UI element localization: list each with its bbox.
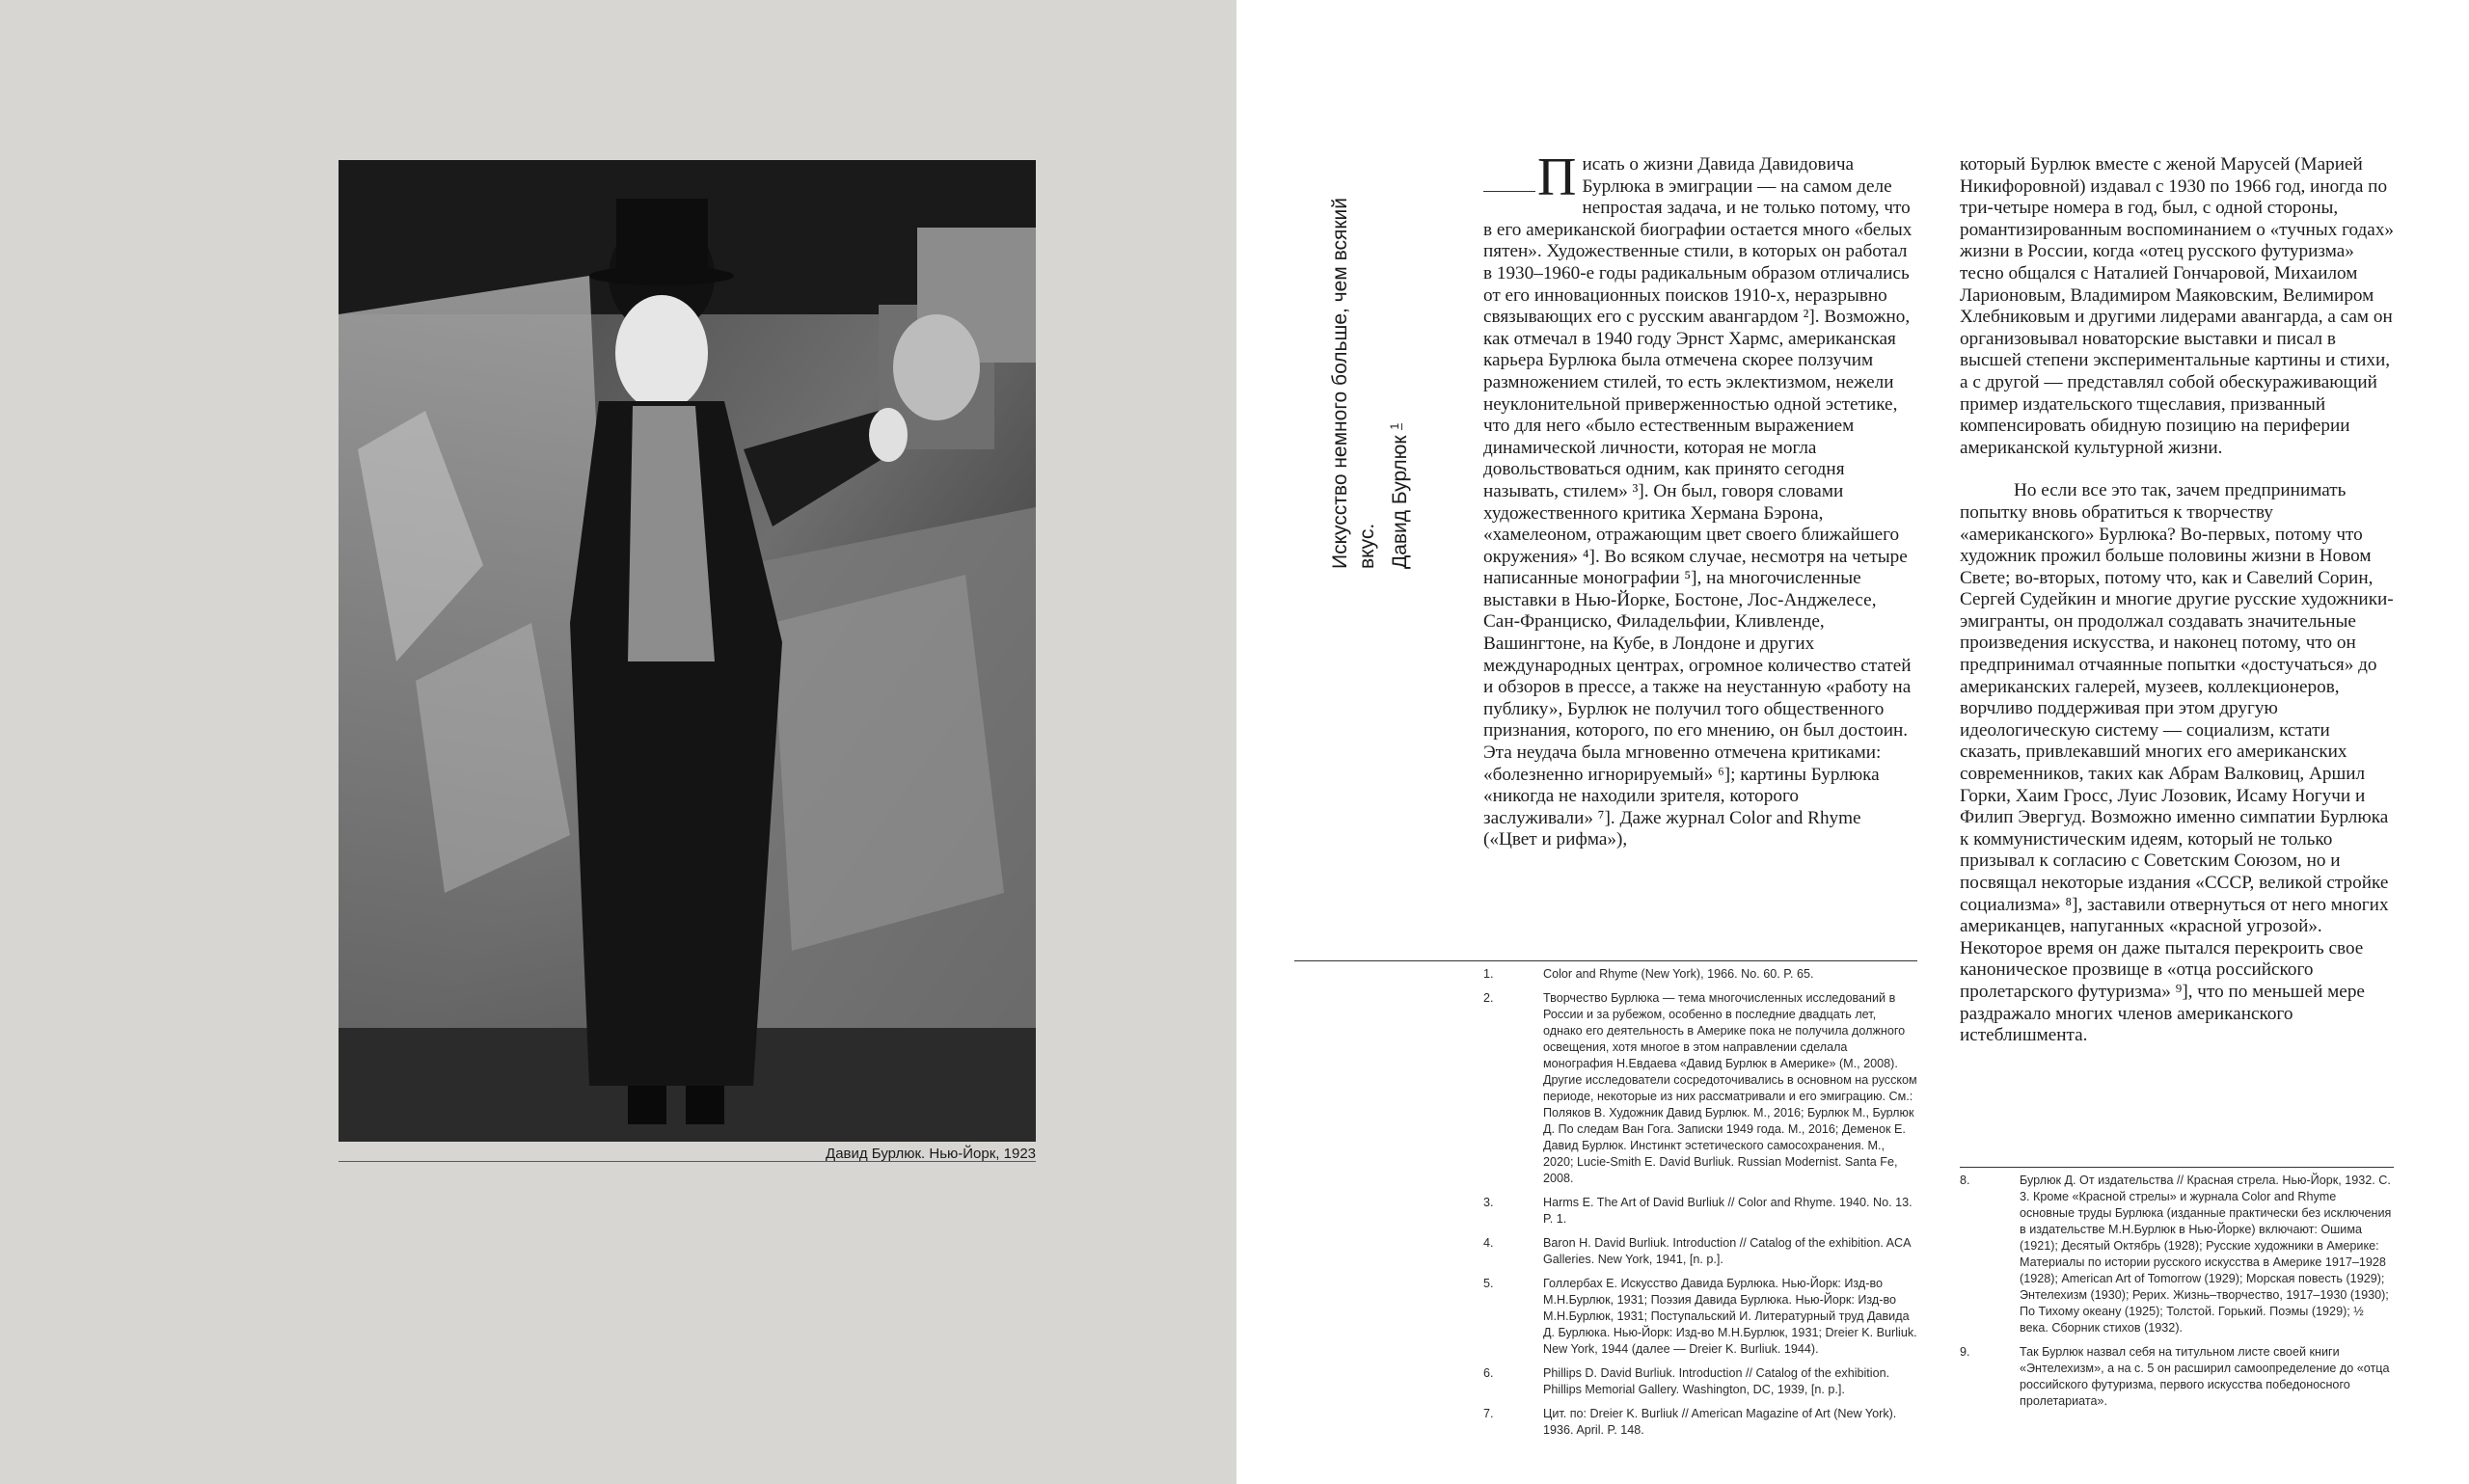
footnote-7: 7. Цит. по: Dreier K. Burliuk // American Magazine of Art (New York). 1936. April. P. 148.	[1483, 1407, 1897, 1437]
epigraph-author: Давид Бурлюк	[1389, 435, 1411, 569]
paragraph-1-text: исать о жизни Давида Давидовича Бурлюка в эмиграции — на самом деле непростая задача, и не только потому, что в его американской биографии остается много «белых пятен». Художественные стили, в которых он работал в 1930–1960-е годы радикальным образом отличались от его инновационных поисков 1910-х, неразрывно связывающих его с русским авангардом ²]. Возможно, как отмечал в 1940 году Эрнст Хармс, американская карьера Бурлюка была отмечена скорее ползучим размножением стилей, то есть эклектизмом, нежели неуклонительной приверженностью одной эстетике, что для него «было естественным выражением динамической личности, которая не могла довольствоваться одним, как принято сегодня называть, стилем» ³]. Он был, говоря словами художественного критика Хермана Бэрона, «хамелеоном, отражающим цвет своего ближайшего окружения» ⁴]. Во всяком случае, несмотря на четыре написанные монографии ⁵], на многочисленные выставки в Нью-Йорке, Бостоне, Лос-Анджелесе, Сан-Франциско, Филадельфии, Кливленде, Вашингтоне, на Кубе, в Лондоне и других международных центрах, огромное количество статей и обзоров в прессе, а также на неустанную «работу на публику», Бурлюк не получил того общественного признания, которого, по его мнению, он был достоин. Эта неудача была мгновенно отмечена критиками: «болезненно игнорируемый» ⁶]; картины Бурлюка «никогда не находили зрителя, которого заслуживали» ⁷]. Даже журнал Color and Rhyme («Цвет и рифма»),	[1483, 154, 1913, 850]
photo-burliuk	[339, 160, 1036, 1142]
footnote-6: 6. Phillips D. David Burliuk. Introduction // Catalog of the exhibition. Phillips Memorial Gallery. Washington, DC, 1939, [n. p.].	[1483, 1366, 1890, 1396]
photo-image	[339, 160, 1036, 1142]
footnotes-right	[1960, 1173, 2394, 1417]
paragraph-2: который Бурлюк вместе с женой Марусей (Марией Никифоровной) издавал с 1930 по 1966 год, иногда по три-четыре номера в год, был, с одной стороны, романтизированным воспоминанием о «тучных годах» жизни в России, когда «отец русского футуризма» тесно общался с Наталией Гончаровой, Михаилом Ларионовым, Владимиром Маяковским, Велимиром Хлебниковым и другими лидерами авангарда, а сам он организовывал новаторские выставки и писал в высшей степени экспериментальные картины и стихи, а с другой — представлял собой обескураживающий пример издательского тщеславия, призванный компенсировать обидную позицию на периферии американской культурной жизни.	[1960, 154, 2395, 458]
footnote-4: 4. Baron H. David Burliuk. Introduction // Catalog of the exhibition. ACA Galleries. New York, 1941, [n. p.].	[1483, 1236, 1911, 1266]
paragraph-3: Но если все это так, зачем предпринимать попытку вновь обратиться к творчеству «американского» Бурлюка? Во-первых, потому что художник прожил больше половины жизни в Новом Свете; во-вторых, потому что, как и Савелий Сорин, Сергей Судейкин и многие другие русские художники-эмигранты, он продолжал создавать значительные произведения искусства, и наконец потому, что он предпринимал отчаянные попытки «достучаться» до американских галерей, музеев, коллекционеров, ворчливо поддерживая при этом другую идеологическую систему — социализм, кстати сказать, привлекавший многих его американских современников, таких как Абрам Валковиц, Аршил Горки, Хаим Гросс, Луис Лозовик, Исаму Ногучи и Филип Эвергуд. Возможно именно симпатии Бурлюка к коммунистическим идеям, который не только призывал к согласию с Советским Союзом, но и посвящал некоторые издания «СССР, великой стройке социализма» ⁸], заставили отвернуться от него многих американцев, напуганных «красной угрозой». Некоторое время он даже пытался перекроить свое каноническое прозвище в «отца российского пролетарского футуризма» ⁹], что по меньшей мере раздражало многих членов американского истеблишмента.	[1960, 480, 2394, 1046]
epigraph-note-marker[interactable]: 1	[1388, 422, 1401, 430]
footnotes-rule-right	[1960, 1167, 2394, 1168]
footnote-5: 5. Голлербах Е. Искусство Давида Бурлюка. Нью-Йорк: Изд-во М.Н.Бурлюк, 1931; Поэзия Давида Бурлюка. Нью-Йорк: Изд-во М.Н.Бурлюк, 1931; Поступальский И. Литературный труд Давида Д. Бурлюка. Нью-Йорк: Изд-во М.Н.Бурлюк, 1931; Dreier K. Burliuk. New York, 1944 (далее — Dreier K. Burliuk. 1944).	[1483, 1277, 1917, 1356]
footnote-9: 9. Так Бурлюк назвал себя на титульном листе своей книги «Энтелехизм», а на с. 5 он расширил самоопределение до «отца российского футуризма, первого искусства победоносного пролетариата».	[1960, 1345, 2390, 1408]
dropcap: П	[1537, 148, 1577, 207]
footnotes-left	[1483, 966, 1917, 1446]
paragraph-1	[1483, 148, 1913, 851]
text-column-2	[1960, 154, 2394, 1047]
text-column-1	[1483, 148, 1913, 851]
epigraph-text: Искусство немного больше, чем всякий вкус.	[1329, 197, 1378, 569]
epigraph	[1327, 183, 1414, 569]
footnote-1: 1. Color and Rhyme (New York), 1966. No. 60. P. 65.	[1483, 967, 1814, 981]
footnote-8: 8. Бурлюк Д. От издательства // Красная стрела. Нью-Йорк, 1932. С. 3. Кроме «Красной стрелы» и журнала Color and Rhyme основные труды Бурлюка (изданные практически без исключения в издательстве М.Н.Бурлюк в Нью-Йорке) включают: Ошима (1921); Десятый Октябрь (1928); Русские художники в Америке: Материалы по истории русского искусства в Америке 1917–1928 (1928); American Art of Tomorrow (1929); Морская повесть (1929); Энтелехизм (1930); Рерих. Жизнь–творчество, 1917–1930 (1930); По Тихому океану (1925); Толстой. Горький. Поэмы (1929); ½ века. Сборник стихов (1932).	[1960, 1174, 2392, 1335]
epigraph-author-line	[1381, 183, 1414, 569]
footnote-3: 3. Harms E. The Art of David Burliuk // Color and Rhyme. 1940. No. 13. P. 1.	[1483, 1196, 1913, 1226]
photo-caption: Давид Бурлюк. Нью-Йорк, 1923	[826, 1146, 1036, 1162]
footnote-2: 2. Творчество Бурлюка — тема многочисленных исследований в России и за рубежом, особенно в последние двадцать лет, однако его деятельность в Америке пока не получила должного освещения, хотя многое в этом направлении сделала монография Н.Евдаева «Давид Бурлюк в Америке» (М., 2008). Другие исследователи сосредоточивались в основном на русском периоде, некоторые из них рассматривали и его эмиграцию. См.: Поляков В. Художник Давид Бурлюк. М., 2016; Бурлюк М., Бурлюк Д. По следам Ван Гога. Записки 1949 года. М., 2016; Деменок Е. Давид Бурлюк. Инстинкт эстетического самосохранения. М., 2020; Lucie-Smith E. David Burliuk. Russian Modernist. Santa Fe, 2008.	[1483, 991, 1917, 1185]
footnotes-rule-left	[1294, 960, 1917, 961]
